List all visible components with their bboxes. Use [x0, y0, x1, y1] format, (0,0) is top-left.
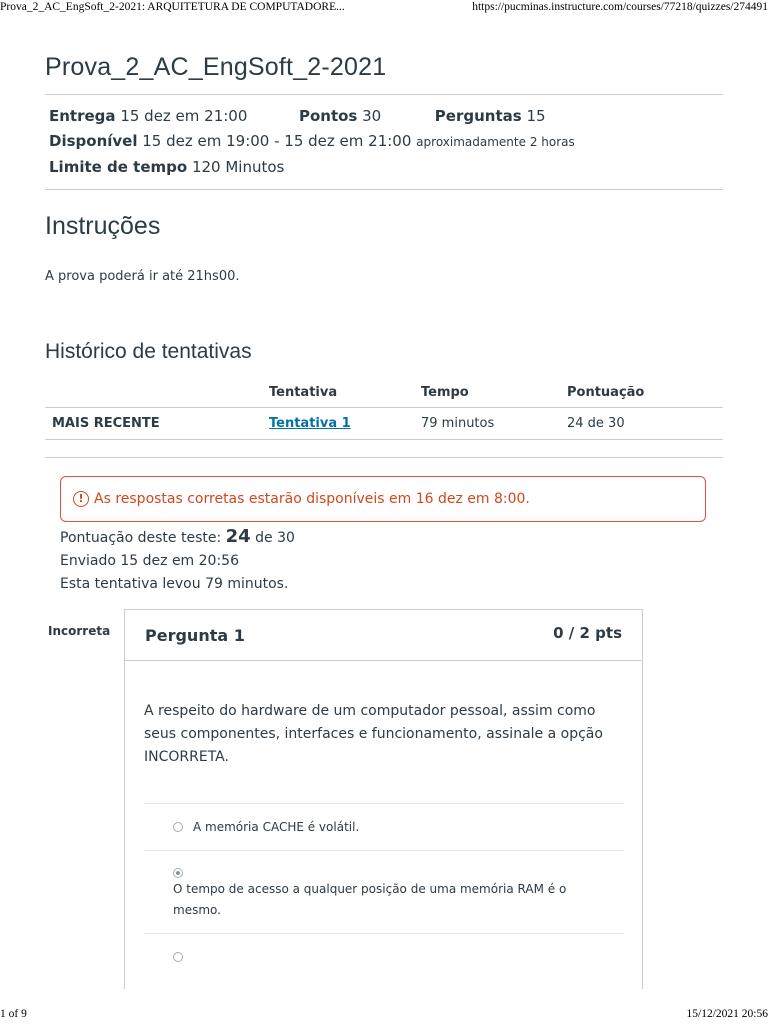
- meta-divider: [45, 189, 723, 190]
- instructions-title: Instruções: [45, 212, 161, 240]
- quiz-meta-row-due: [49, 107, 546, 125]
- table-header-row: [45, 378, 723, 408]
- title-divider: [45, 94, 723, 95]
- quiz-meta-row-time-limit: [49, 158, 284, 176]
- answer-option-2: O tempo de acesso a qualquer posição de uma memória RAM é o mesmo.: [173, 882, 567, 917]
- print-page-url: https://pucminas.instructure.com/courses/77218/quizzes/274491: [472, 1, 768, 13]
- available-note: aproximadamente 2 horas: [416, 135, 575, 149]
- answer-divider: [144, 803, 624, 804]
- table-header-attempt: Tentativa: [269, 378, 421, 408]
- due-label: Entrega: [49, 107, 116, 125]
- print-page-title: Prova_2_AC_EngSoft_2-2021: ARQUITETURA DE COMPUTADORE...: [0, 1, 345, 13]
- page-number: 1 of 9: [0, 1008, 27, 1020]
- answer-divider: [144, 850, 624, 851]
- table-header-time: Tempo: [421, 378, 567, 408]
- print-datetime: 15/12/2021 20:56: [686, 1008, 768, 1020]
- print-header: [0, 0, 768, 18]
- history-title: Histórico de tentativas: [45, 340, 252, 363]
- question-points: 0 / 2 pts: [553, 624, 622, 642]
- print-footer: [0, 1006, 768, 1024]
- time-limit-label: Limite de tempo: [49, 158, 188, 176]
- answers-available-alert: [60, 476, 706, 522]
- attempt-1-link[interactable]: Tentativa 1: [269, 416, 351, 431]
- time-limit-value: 120 Minutos: [191, 158, 285, 176]
- score-value: 24: [225, 526, 251, 547]
- answer-radio-3[interactable]: [173, 952, 183, 962]
- quiz-title: Prova_2_AC_EngSoft_2-2021: [45, 53, 387, 81]
- points-label: Pontos: [298, 107, 358, 125]
- table-header-empty: [45, 378, 269, 408]
- table-row: [45, 408, 723, 440]
- answer-divider: [144, 933, 624, 934]
- submitted-text: Enviado 15 dez em 20:56: [60, 553, 239, 569]
- question-header: [125, 610, 642, 661]
- available-value: 15 dez em 19:00 - 15 dez em 21:00: [142, 132, 412, 150]
- question-1-card: [124, 609, 643, 989]
- attempt-link-cell: [269, 408, 421, 440]
- score-suffix: de 30: [255, 530, 295, 546]
- alert-text: As respostas corretas estarão disponíveis em 16 dez em 8:00.: [94, 491, 530, 507]
- question-text: A respeito do hardware de um computador pessoal, assim como seus componentes, interfaces e funcionamento, assinale a opção INCORRETA.: [144, 703, 603, 765]
- question-title: Pergunta 1: [145, 626, 245, 645]
- table-header-score: Pontuação: [567, 378, 723, 408]
- points-value: 30: [362, 107, 382, 125]
- duration-text: Esta tentativa levou 79 minutos.: [60, 576, 289, 592]
- attempt-history-table: [45, 378, 723, 440]
- score-label: Pontuação deste teste:: [60, 530, 222, 546]
- attempt-time: 79 minutos: [421, 408, 567, 440]
- question-status-label: Incorreta: [48, 624, 111, 638]
- questions-value: 15: [526, 107, 546, 125]
- quiz-meta-row-available: [49, 132, 575, 150]
- test-score-line: [60, 526, 295, 547]
- answer-option-1: A memória CACHE é volátil.: [193, 820, 360, 834]
- instructions-text: A prova poderá ir até 21hs00.: [45, 269, 240, 284]
- exclamation-circle-icon: !: [73, 491, 89, 507]
- questions-label: Perguntas: [434, 107, 522, 125]
- available-label: Disponível: [49, 132, 138, 150]
- due-value: 15 dez em 21:00: [120, 107, 248, 125]
- answer-radio-2-selected[interactable]: [173, 868, 183, 878]
- attempt-score: 24 de 30: [567, 408, 723, 440]
- answer-radio-1[interactable]: [173, 822, 183, 832]
- attempt-row-label: MAIS RECENTE: [45, 408, 269, 440]
- results-divider: [45, 457, 723, 458]
